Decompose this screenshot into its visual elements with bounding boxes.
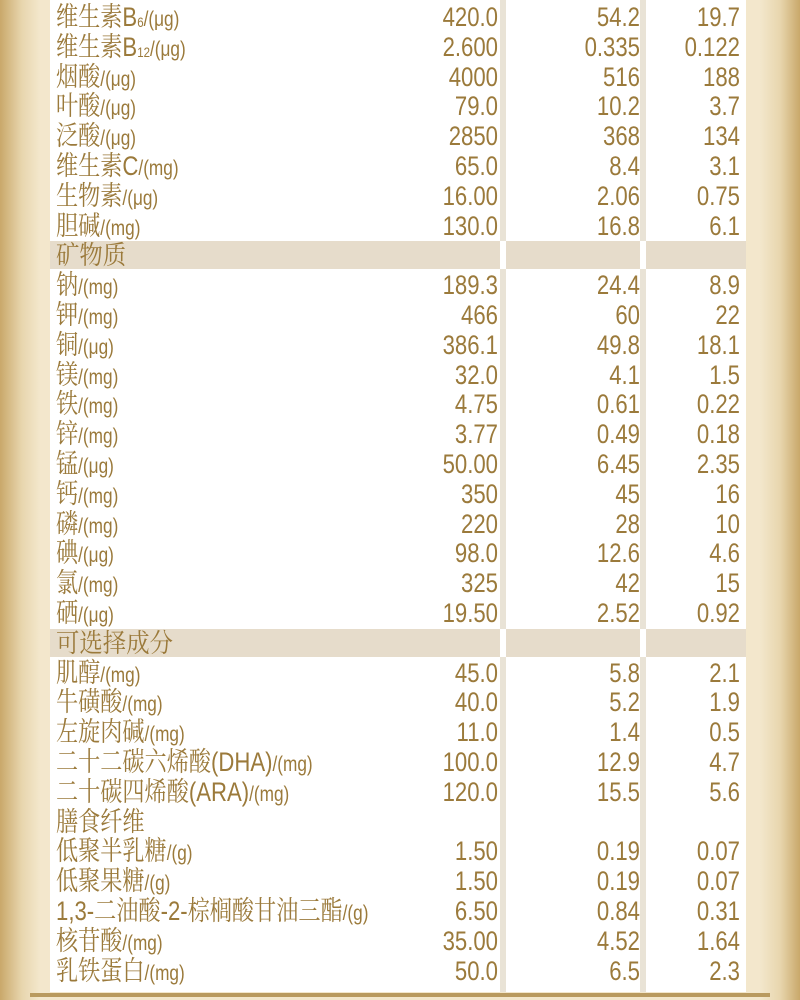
table-row — [50, 211, 746, 241]
nutrient-name: 叶酸/(μg) — [56, 91, 137, 122]
value-col-3: 1.64 — [696, 925, 740, 956]
value-col-1: 79.0 — [454, 91, 498, 122]
table-row — [50, 330, 746, 360]
table-row — [50, 866, 746, 896]
table-row — [50, 509, 746, 539]
value-col-2: 2.52 — [596, 598, 640, 628]
value-col-2: 12.9 — [596, 747, 640, 777]
nutrient-subscript: 6 — [137, 14, 144, 30]
value-col-3: 3.7 — [709, 91, 740, 122]
nutrient-name: 牛磺酸/(mg) — [56, 687, 163, 718]
nutrient-unit: /(μg) — [78, 335, 114, 359]
value-col-2: 0.335 — [584, 31, 640, 62]
nutrient-name: 肌醇/(mg) — [56, 657, 141, 688]
value-col-1: 325 — [461, 568, 498, 599]
value-col-3: 0.07 — [696, 866, 740, 897]
table-row — [50, 926, 746, 956]
value-col-3: 0.07 — [696, 836, 740, 867]
table-row — [50, 717, 746, 747]
section-gap — [640, 629, 646, 657]
nutrient-unit: /(μg) — [143, 8, 180, 31]
value-col-1: 120.0 — [442, 776, 498, 807]
value-col-3: 0.31 — [696, 896, 740, 926]
nutrient-name: 1,3-二油酸-2-棕榈酸甘油三酯/(g) — [56, 896, 369, 926]
value-col-2: 10.2 — [596, 91, 640, 122]
value-col-3: 10 — [715, 508, 740, 539]
table-row — [50, 62, 746, 92]
table-row — [50, 777, 746, 807]
value-col-2: 24.4 — [596, 270, 640, 301]
table-row — [50, 538, 746, 568]
value-col-1: 466 — [461, 300, 498, 330]
value-col-3: 4.7 — [709, 747, 740, 777]
value-col-2: 6.45 — [596, 449, 640, 479]
table-row — [50, 300, 746, 330]
value-col-3: 18.1 — [696, 329, 740, 360]
value-col-3: 1.9 — [709, 687, 740, 718]
value-col-2: 12.6 — [596, 538, 640, 569]
nutrient-unit: /(mg) — [144, 961, 185, 985]
value-col-3: 2.1 — [709, 657, 740, 688]
nutrient-name: 生物素/(μg) — [56, 180, 159, 211]
value-col-2: 0.49 — [596, 419, 640, 450]
nutrient-name: 膳食纤维 — [56, 806, 145, 837]
value-col-3: 0.18 — [696, 419, 740, 450]
nutrient-unit: /(mg) — [144, 723, 185, 747]
nutrient-name: 低聚果糖/(g) — [56, 866, 171, 897]
nutrient-name: 胆碱/(mg) — [56, 210, 141, 241]
value-col-2: 0.61 — [596, 389, 640, 420]
table-row — [50, 389, 746, 419]
section-gap — [500, 629, 506, 657]
value-col-3: 0.92 — [696, 598, 740, 628]
section-gap — [640, 241, 646, 269]
value-col-1: 4.75 — [454, 389, 498, 420]
value-col-1: 32.0 — [454, 359, 498, 390]
nutrient-unit: /(μg) — [78, 455, 114, 478]
value-col-3: 19.7 — [696, 2, 740, 32]
nutrient-name: 乳铁蛋白/(mg) — [56, 955, 185, 986]
nutrient-unit: /(mg) — [122, 693, 163, 717]
value-col-1: 386.1 — [442, 329, 498, 360]
nutrient-name: 钙/(mg) — [56, 478, 119, 509]
value-col-1: 11.0 — [456, 717, 498, 748]
table-row — [50, 568, 746, 598]
value-col-2: 16.8 — [596, 210, 640, 241]
nutrient-unit: /(μg) — [100, 67, 137, 91]
nutrient-unit: /(μg) — [100, 127, 137, 151]
value-col-1: 2.600 — [442, 31, 498, 62]
value-col-2: 0.84 — [596, 896, 640, 926]
value-col-2: 5.8 — [609, 657, 640, 688]
value-col-1: 35.00 — [442, 925, 498, 956]
value-col-1: 3.77 — [454, 419, 498, 450]
value-col-2: 45 — [615, 478, 640, 509]
value-col-1: 2850 — [448, 121, 498, 152]
value-col-3: 188 — [703, 61, 740, 92]
value-col-2: 0.19 — [596, 836, 640, 867]
value-col-1: 189.3 — [442, 270, 498, 301]
nutrient-name: 铁/(mg) — [56, 389, 119, 420]
nutrient-unit: /(μg) — [78, 544, 114, 568]
nutrient-name: 维生素$B_6/(\mu g)$ — [56, 2, 180, 32]
table-row — [50, 956, 746, 986]
value-col-3: 4.6 — [709, 538, 740, 569]
value-col-1: 420.0 — [442, 2, 498, 32]
nutrient-unit: /(mg) — [100, 663, 141, 687]
value-col-2: 60 — [615, 300, 640, 330]
value-col-2: 5.2 — [609, 687, 640, 718]
value-col-1: 98.0 — [454, 538, 498, 569]
table-row — [50, 598, 746, 628]
value-col-3: 0.75 — [696, 180, 740, 211]
value-col-2: 4.52 — [596, 925, 640, 956]
value-col-2: 8.4 — [609, 151, 640, 181]
nutrient-subscript: 12 — [137, 43, 150, 60]
nutrient-name: 左旋肉碱/(mg) — [56, 717, 185, 748]
nutrient-unit: /(μg) — [78, 604, 114, 627]
value-col-1: 1.50 — [454, 836, 498, 867]
table-row — [50, 419, 746, 449]
nutrient-unit: /(g) — [144, 872, 171, 896]
nutrient-name: 维生素C/(mg) — [56, 151, 179, 181]
table-row — [50, 836, 746, 866]
nutrient-name: 钾/(mg) — [56, 300, 119, 330]
nutrient-unit: /(mg) — [78, 425, 119, 449]
nutrient-name: 碘/(μg) — [56, 538, 114, 569]
table-bottom-border — [30, 993, 770, 997]
value-col-1: 40.0 — [454, 687, 498, 718]
value-col-2: 54.2 — [596, 2, 640, 32]
value-col-3: 0.5 — [709, 717, 740, 748]
value-col-1: 220 — [461, 508, 498, 539]
value-col-3: 2.35 — [696, 449, 740, 479]
section-header — [50, 629, 746, 657]
nutrient-unit: /(mg) — [138, 157, 179, 180]
table-row — [50, 2, 746, 32]
value-col-3: 6.1 — [709, 210, 740, 241]
nutrient-unit: /(μg) — [100, 97, 137, 121]
table-row — [50, 32, 746, 62]
value-col-2: 516 — [603, 61, 640, 92]
nutrient-unit: /(g) — [166, 842, 193, 866]
value-col-2: 15.5 — [596, 776, 640, 807]
value-col-1: 50.0 — [454, 955, 498, 986]
value-col-2: 2.06 — [596, 180, 640, 211]
value-col-1: 350 — [461, 478, 498, 509]
table-row — [50, 270, 746, 300]
nutrient-unit: /(mg) — [78, 365, 119, 389]
nutrient-name: 核苷酸/(mg) — [56, 925, 163, 956]
value-col-2: 368 — [603, 121, 640, 152]
nutrient-name: 二十二碳六烯酸(DHA)/(mg) — [56, 747, 313, 777]
value-col-2: 4.1 — [609, 359, 640, 390]
value-col-2: 0.19 — [596, 866, 640, 897]
value-col-3: 0.122 — [684, 31, 740, 62]
value-col-3: 16 — [715, 478, 740, 509]
nutrient-unit: /(mg) — [78, 484, 119, 508]
value-col-3: 8.9 — [709, 270, 740, 301]
nutrient-unit: /(mg) — [249, 782, 290, 806]
table-row — [50, 896, 746, 926]
value-col-2: 49.8 — [596, 329, 640, 360]
nutrient-name: 钠/(mg) — [56, 270, 119, 301]
nutrient-name: 氯/(mg) — [56, 568, 119, 599]
value-col-1: 16.00 — [442, 180, 498, 211]
section-header — [50, 241, 746, 269]
table-row — [50, 121, 746, 151]
table-row — [50, 687, 746, 717]
nutrient-name: 硒/(μg) — [56, 598, 114, 628]
table-row — [50, 360, 746, 390]
section-title: 矿物质 — [56, 240, 127, 271]
table-row — [50, 479, 746, 509]
value-col-1: 19.50 — [442, 598, 498, 628]
value-col-1: 1.50 — [454, 866, 498, 897]
nutrient-unit: /(g) — [342, 902, 369, 925]
value-col-3: 0.22 — [696, 389, 740, 420]
value-col-1: 100.0 — [442, 747, 498, 777]
value-col-2: 1.4 — [609, 717, 640, 748]
nutrient-unit: /(mg) — [78, 514, 119, 538]
table-row — [50, 91, 746, 121]
nutrient-name: 维生素$B_{12}/(\mu g)$ — [56, 31, 186, 62]
nutrient-unit: /(mg) — [78, 306, 119, 329]
nutrient-unit: /(mg) — [78, 395, 119, 419]
nutrient-name: 二十碳四烯酸(ARA)/(mg) — [56, 776, 290, 807]
table-row — [50, 181, 746, 211]
nutrient-unit: /(mg) — [272, 753, 313, 776]
nutrient-unit: /(μg) — [149, 37, 186, 61]
value-col-3: 22 — [715, 300, 740, 330]
value-col-3: 5.6 — [709, 776, 740, 807]
value-col-1: 130.0 — [442, 210, 498, 241]
value-col-3: 1.5 — [709, 359, 740, 390]
table-row — [50, 807, 746, 837]
section-title: 可选择成分 — [56, 627, 174, 658]
nutrient-unit: /(μg) — [122, 186, 159, 210]
nutrient-unit: /(mg) — [78, 574, 119, 598]
nutrient-name: 泛酸/(μg) — [56, 121, 137, 152]
value-col-2: 28 — [615, 508, 640, 539]
nutrient-name: 烟酸/(μg) — [56, 61, 137, 92]
value-col-2: 6.5 — [609, 955, 640, 986]
nutrient-name: 铜/(μg) — [56, 329, 114, 360]
value-col-1: 50.00 — [442, 449, 498, 479]
nutrient-name: 磷/(mg) — [56, 508, 119, 539]
value-col-1: 6.50 — [454, 896, 498, 926]
table-row — [50, 449, 746, 479]
value-col-1: 4000 — [448, 61, 498, 92]
value-col-1: 65.0 — [454, 151, 498, 181]
value-col-3: 15 — [715, 568, 740, 599]
value-col-3: 3.1 — [709, 151, 740, 181]
table-row — [50, 658, 746, 688]
nutrient-name: 镁/(mg) — [56, 359, 119, 390]
table-row — [50, 747, 746, 777]
nutrient-name: 锰/(μg) — [56, 449, 114, 479]
nutrient-name: 低聚半乳糖/(g) — [56, 836, 193, 867]
value-col-3: 134 — [703, 121, 740, 152]
nutrient-unit: /(mg) — [78, 276, 119, 300]
nutrient-unit: /(mg) — [122, 931, 163, 955]
value-col-1: 45.0 — [454, 657, 498, 688]
nutrient-unit: /(mg) — [100, 216, 141, 240]
nutrient-name: 锌/(mg) — [56, 419, 119, 450]
value-col-3: 2.3 — [709, 955, 740, 986]
section-gap — [500, 241, 506, 269]
table-row — [50, 151, 746, 181]
value-col-2: 42 — [615, 568, 640, 599]
